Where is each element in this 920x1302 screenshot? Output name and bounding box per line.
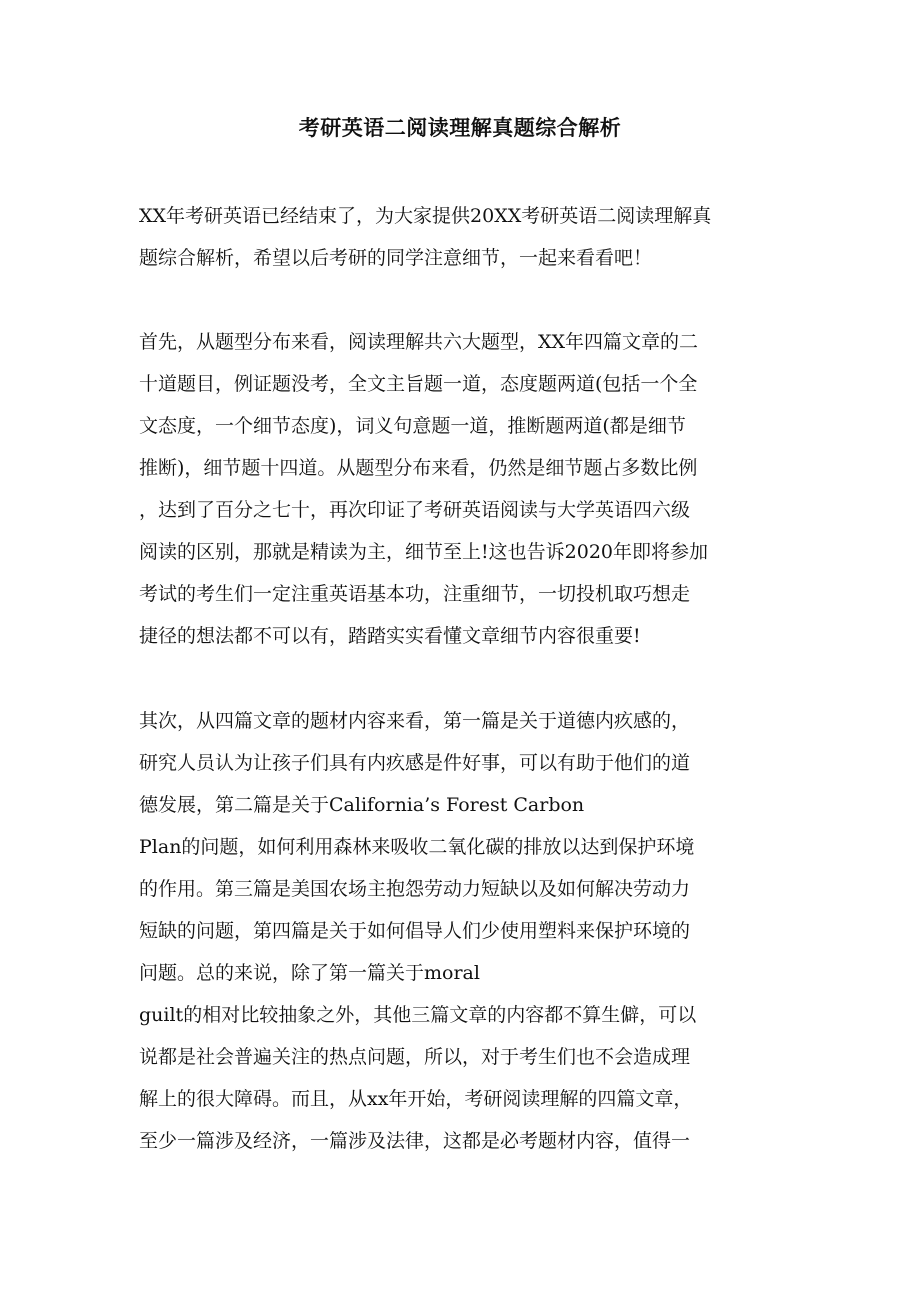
paragraph-3-line-3: 德发展，第二篇是关于California’s Forest Carbon — [139, 794, 585, 816]
paragraph-3-line-8: guilt的相对比较抽象之外，其他三篇文章的内容都不算生僻，可以 — [139, 1004, 697, 1026]
paragraph-1-line-1: XX年考研英语已经结束了，为大家提供20XX考研英语二阅读理解真 — [139, 205, 712, 227]
paragraph-2-line-2: 十道题目，例证题没考，全文主旨题一道，态度题两道(包括一个全 — [139, 373, 698, 395]
paragraph-3-line-7: 问题。总的来说，除了第一篇关于moral — [139, 962, 480, 984]
paragraph-2-line-4: 推断)，细节题十四道。从题型分布来看，仍然是细节题占多数比例 — [139, 457, 698, 479]
paragraph-2-line-5: ，达到了百分之七十，再次印证了考研英语阅读与大学英语四六级 — [139, 499, 691, 521]
paragraph-2-line-7: 考试的考生们一定注重英语基本功，注重细节，一切投机取巧想走 — [139, 583, 691, 605]
paragraph-3-line-11: 至少一篇涉及经济，一篇涉及法律，这都是必考题材内容，值得一 — [139, 1130, 691, 1152]
paragraph-3-line-1: 其次，从四篇文章的题材内容来看，第一篇是关于道德内疚感的， — [139, 710, 691, 732]
paragraph-2-line-3: 文态度，一个细节态度)，词义句意题一道，推断题两道(都是细节 — [139, 415, 686, 437]
paragraph-3-line-4: Plan的问题，如何利用森林来吸收二氧化碳的排放以达到保护环境 — [139, 836, 695, 858]
paragraph-2-line-1: 首先，从题型分布来看，阅读理解共六大题型，XX年四篇文章的二 — [139, 331, 699, 353]
paragraph-2-line-8: 捷径的想法都不可以有，踏踏实实看懂文章细节内容很重要! — [139, 625, 641, 647]
paragraph-3-line-2: 研究人员认为让孩子们具有内疚感是件好事，可以有助于他们的道 — [139, 752, 691, 774]
paragraph-3-line-6: 短缺的问题，第四篇是关于如何倡导人们少使用塑料来保护环境的 — [139, 920, 691, 942]
document-title: 考研英语二阅读理解真题综合解析 — [298, 115, 622, 140]
paragraph-1-line-2: 题综合解析，希望以后考研的同学注意细节，一起来看看吧！ — [139, 247, 653, 269]
paragraph-3-line-10: 解上的很大障碍。而且，从xx年开始，考研阅读理解的四篇文章， — [139, 1088, 693, 1110]
paragraph-2-line-6: 阅读的区别，那就是精读为主，细节至上!这也告诉2020年即将参加 — [139, 541, 708, 563]
paragraph-3-line-9: 说都是社会普遍关注的热点问题，所以，对于考生们也不会造成理 — [139, 1046, 691, 1068]
paragraph-3-line-5: 的作用。第三篇是美国农场主抱怨劳动力短缺以及如何解决劳动力 — [139, 878, 691, 900]
